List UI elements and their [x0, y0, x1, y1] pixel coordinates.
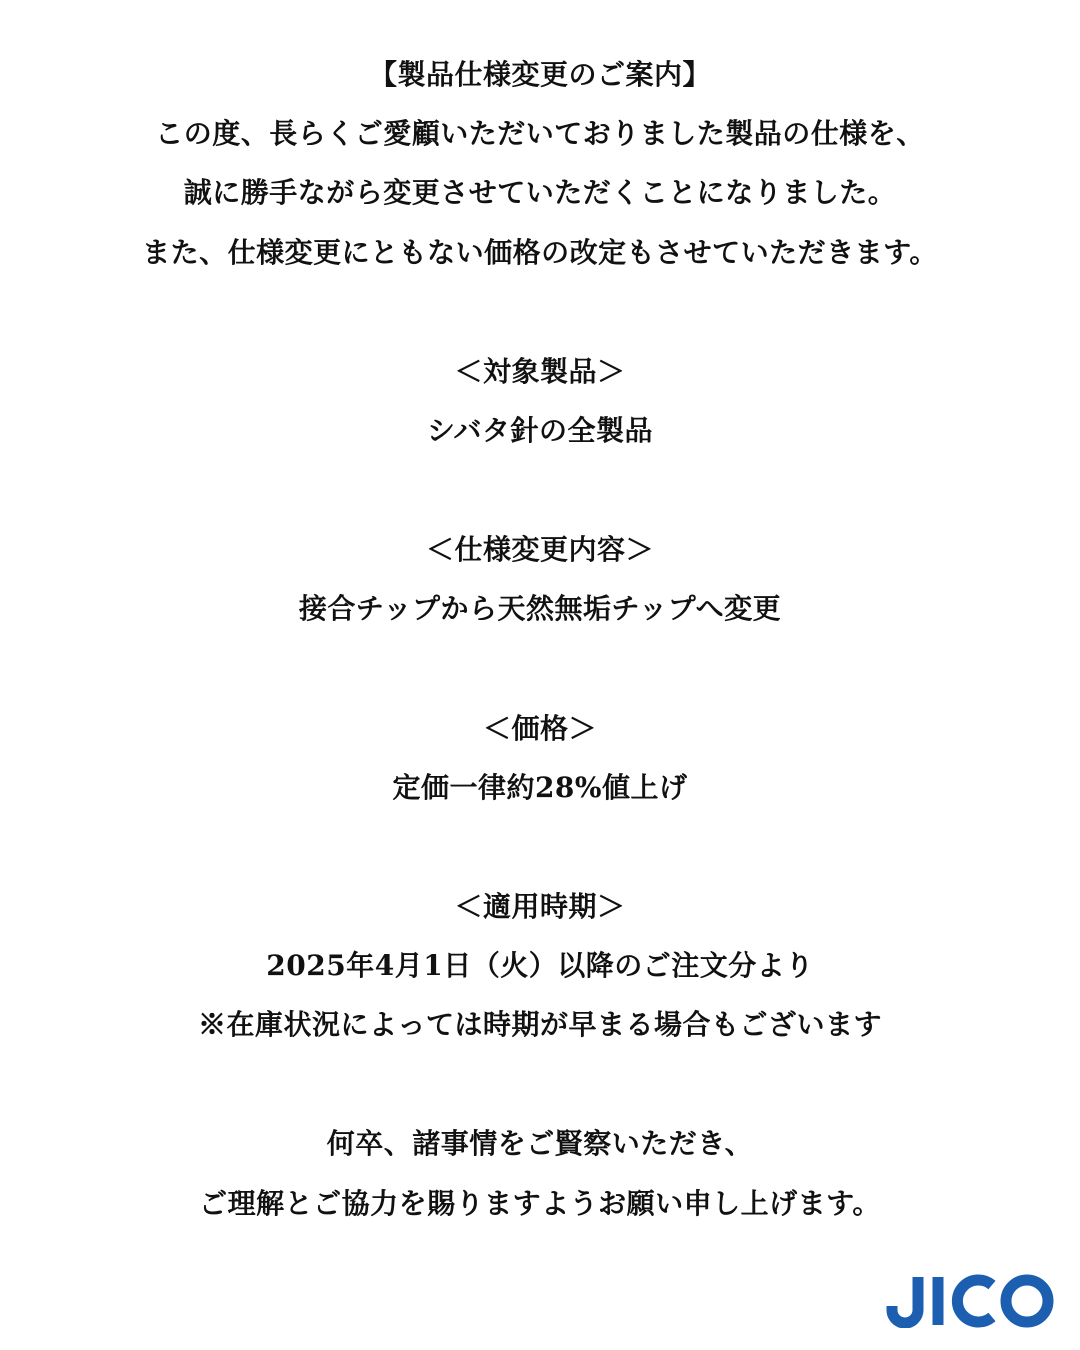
- effective-date-note: ※在庫状況によっては時期が早まる場合もございます: [197, 1008, 882, 1041]
- effective-date-label: ＜適用時期＞: [454, 890, 626, 923]
- notice-heading: 【製品仕様変更のご案内】: [368, 58, 711, 91]
- closing-line-1: 何卒、諸事情をご賢察いただき、: [326, 1127, 754, 1160]
- intro-line-3: また、仕様変更にともない価格の改定もさせていただきます。: [142, 236, 938, 269]
- intro-line-1: この度、長らくご愛顧いただいておりました製品の仕様を、: [155, 117, 925, 150]
- price-value: 定価一律約28%値上げ: [392, 771, 688, 804]
- target-products-label: ＜対象製品＞: [454, 355, 626, 388]
- target-products-value: シバタ針の全製品: [426, 414, 654, 447]
- closing-line-2: ご理解とご協力を賜りますようお願い申し上げます。: [199, 1187, 881, 1220]
- jico-logo: [884, 1274, 1056, 1328]
- spec-change-label: ＜仕様変更内容＞: [425, 533, 654, 566]
- effective-date-value: 2025年4月1日（火）以降のご注文分より: [266, 949, 814, 982]
- intro-line-2: 誠に勝手ながら変更させていただくことになりました。: [183, 176, 897, 209]
- spec-change-value: 接合チップから天然無垢チップへ変更: [298, 592, 782, 625]
- price-label: ＜価格＞: [482, 712, 597, 745]
